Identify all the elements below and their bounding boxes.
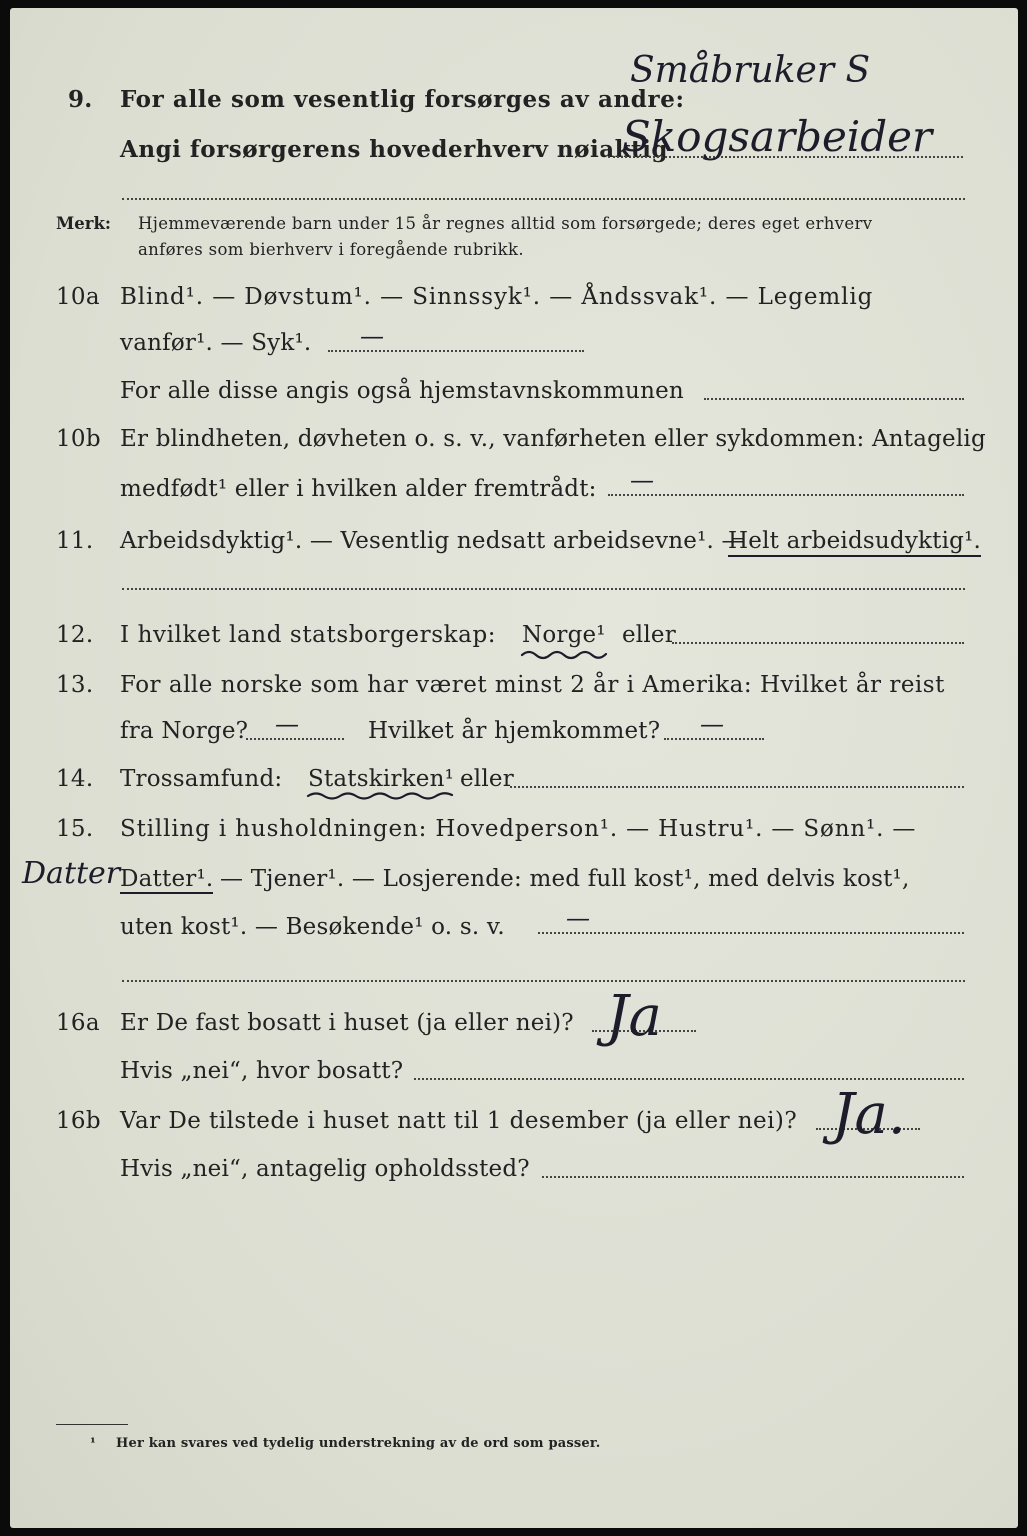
q14-answer-line xyxy=(510,786,964,788)
q13-handwritten-a: — xyxy=(275,710,299,738)
q14-line1c: eller xyxy=(460,766,514,792)
merk-label: Merk: xyxy=(56,214,111,233)
q14-wavy-underline xyxy=(306,790,456,804)
q10a-number: 10a xyxy=(56,284,100,310)
q9-number: 9. xyxy=(68,86,93,113)
q16b-number: 16b xyxy=(56,1108,101,1134)
q15-answer-line xyxy=(538,932,964,934)
footnote-rule xyxy=(56,1424,128,1425)
q16a-line2: Hvis „nei“, hvor bosatt? xyxy=(120,1058,404,1084)
q16a-number: 16a xyxy=(56,1010,100,1036)
q10b-line2: medfødt¹ eller i hvilken alder fremtrådt: xyxy=(120,476,597,502)
q12-line1c: eller xyxy=(622,622,676,648)
q13-line2b: Hvilket år hjemkommet? xyxy=(368,718,661,744)
q10a-home-line xyxy=(704,398,964,400)
q12-wavy-underline xyxy=(520,648,610,662)
q9-extra-line xyxy=(122,198,965,200)
footnote-text: Her kan svares ved tydelig understrekning av de ord som passer. xyxy=(116,1436,601,1451)
q12-selected-option: Norge¹ xyxy=(522,622,606,648)
q16b-line2: Hvis „nei“, antagelig opholdssted? xyxy=(120,1156,530,1182)
q9-handwritten-top: Småbruker S xyxy=(630,50,871,91)
q15-line3: uten kost¹. — Besøkende¹ o. s. v. xyxy=(120,914,505,940)
q16a-handwritten-answer: Ja xyxy=(606,984,662,1049)
q16a-where-line xyxy=(414,1078,964,1080)
q12-answer-line xyxy=(672,642,964,644)
q14-number: 14. xyxy=(56,766,94,792)
q10a-line1: Blind¹. — Døvstum¹. — Sinnssyk¹. — Åndssvak¹. — Legemlig xyxy=(120,284,874,310)
q9-line1: For alle som vesentlig forsørges av andre: xyxy=(120,86,685,113)
q15-handwritten-margin: Datter xyxy=(22,856,121,891)
q16b-handwritten-answer: Ja. xyxy=(832,1082,906,1147)
q12-line1a: I hvilket land statsborgerskap: xyxy=(120,622,497,648)
merk-line2: anføres som bierhverv i foregående rubrikk. xyxy=(138,240,524,259)
q14-line1a: Trossamfund: xyxy=(120,766,283,792)
q10a-handwritten-answer: — xyxy=(360,322,384,350)
footnote-mark: ¹ xyxy=(90,1436,96,1451)
q13-line2a: fra Norge? xyxy=(120,718,249,744)
merk-line1: Hjemmeværende barn under 15 år regnes alltid som forsørgede; deres eget erhverv xyxy=(138,214,873,233)
q9-handwritten-answer: Skogsarbeider xyxy=(622,112,933,161)
q15-line2b: — Tjener¹. — Losjerende: med full kost¹, med delvis kost¹, xyxy=(220,866,910,892)
q16a-line1: Er De fast bosatt i huset (ja eller nei)? xyxy=(120,1010,574,1036)
q9-line2: Angi forsørgerens hovederhverv nøiaktig xyxy=(120,136,668,163)
q10a-line2: vanfør¹. — Syk¹. xyxy=(120,330,312,356)
census-form-page xyxy=(10,8,1018,1528)
q15-handwritten-answer: — xyxy=(566,904,590,932)
q12-number: 12. xyxy=(56,622,94,648)
q10b-answer-line xyxy=(608,494,964,496)
q16b-line1: Var De tilstede i huset natt til 1 desember (ja eller nei)? xyxy=(120,1108,798,1134)
q16b-where-line xyxy=(542,1176,964,1178)
q13-handwritten-b: — xyxy=(700,710,724,738)
q13-line1: For alle norske som har været minst 2 år i Amerika: Hvilket år reist xyxy=(120,672,945,698)
q10a-answer-line xyxy=(328,350,584,352)
q11-extra-line xyxy=(122,588,965,590)
q10b-line1: Er blindheten, døvheten o. s. v., vanførheten eller sykdommen: Antagelig xyxy=(120,426,986,452)
q13-right-answer-line xyxy=(664,738,764,740)
q11-number: 11. xyxy=(56,528,94,554)
q10b-handwritten-answer: — xyxy=(630,466,654,494)
q15-extra-line xyxy=(122,980,965,982)
q14-selected-option: Statskirken¹ xyxy=(308,766,455,792)
q10a-line3: For alle disse angis også hjemstavnskommunen xyxy=(120,378,684,404)
q11-line1a: Arbeidsdyktig¹. — Vesentlig nedsatt arbeidsevne¹. — xyxy=(120,528,745,554)
q11-selected-option: Helt arbeidsudyktig¹. xyxy=(728,528,981,557)
q15-selected-option: Datter¹. xyxy=(120,866,214,892)
q15-number: 15. xyxy=(56,816,94,842)
q15-line1: Stilling i husholdningen: Hovedperson¹. — Hustru¹. — Sønn¹. — xyxy=(120,816,917,842)
q13-number: 13. xyxy=(56,672,94,698)
q10b-number: 10b xyxy=(56,426,101,452)
q13-left-answer-line xyxy=(246,738,344,740)
